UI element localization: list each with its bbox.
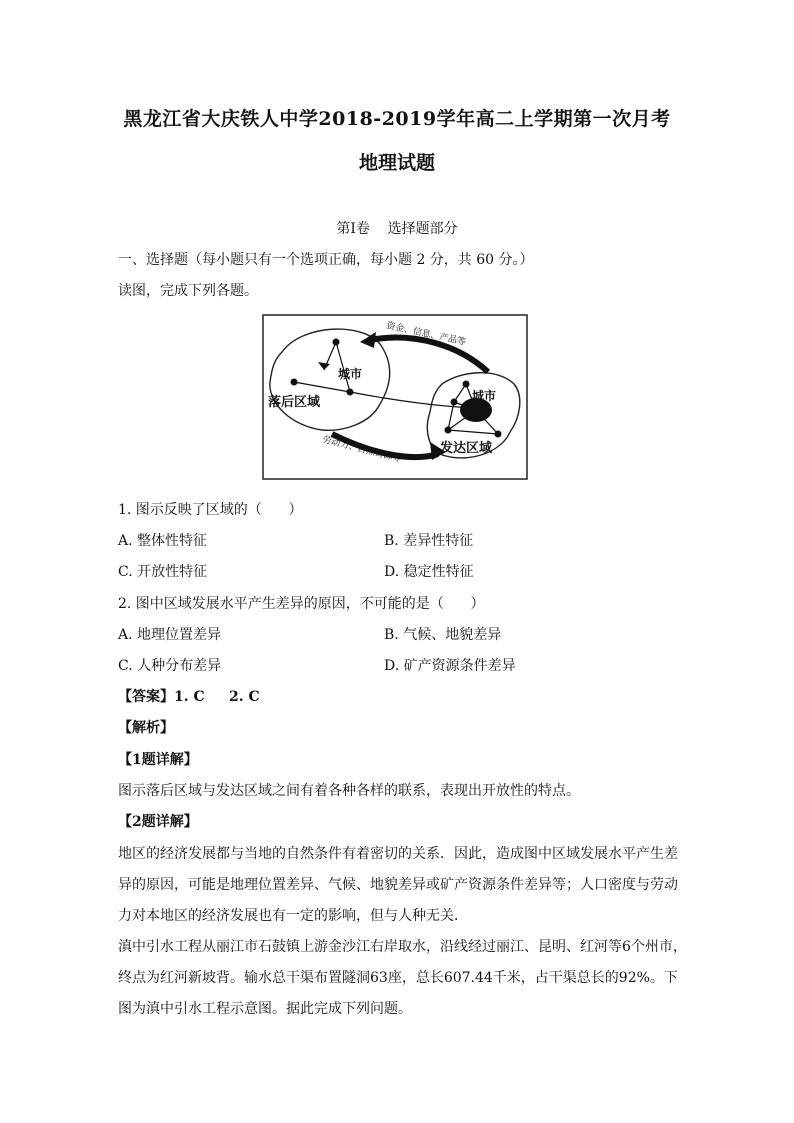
q2-option-c: C. 人种分布差异 bbox=[118, 658, 222, 674]
q1-option-a: A. 整体性特征 bbox=[118, 533, 208, 549]
section-intro: 一、选择题（每小题只有一个选项正确，每小题 2 分，共 60 分。） bbox=[118, 252, 534, 268]
material-line-1: 滇中引水工程从丽江市石鼓镇上游金沙江右岸取水，沿线经过丽江、昆明、红河等6个州市， bbox=[118, 939, 687, 955]
q2-option-d: D. 矿产资源条件差异 bbox=[384, 658, 516, 674]
question-2-stem: 2. 图中区域发展水平产生差异的原因，不可能的是（ ） bbox=[118, 596, 485, 612]
question-1-stem: 1. 图示反映了区域的（ ） bbox=[118, 502, 303, 518]
detail-2-line-3: 力对本地区的经济发展也有一定的影响，但与人种无关． bbox=[118, 908, 468, 924]
left-region-label: 落后区域 bbox=[268, 395, 321, 410]
right-city-label: 城市 bbox=[472, 389, 497, 403]
q1-option-b: B. 差异性特征 bbox=[384, 533, 474, 549]
right-node-3 bbox=[445, 427, 452, 434]
right-node-4 bbox=[495, 431, 502, 438]
answer-line: 【答案】1. C 2. C bbox=[118, 689, 260, 705]
detail-2-line-1: 地区的经济发展都与当地的自然条件有着密切的关系．因此，造成图中区域发展水平产生差 bbox=[118, 846, 678, 862]
material-line-2: 终点为红河新坡背。输水总干渠布置隧洞63座，总长607.44千米，占干渠总长的92%。下 bbox=[118, 970, 678, 986]
analysis-heading: 【解析】 bbox=[118, 720, 174, 736]
q2-option-a: A. 地理位置差异 bbox=[118, 627, 222, 643]
left-node-1 bbox=[333, 339, 340, 346]
top-arrow-label: 资金、信息、产品等 bbox=[385, 321, 467, 348]
material-line-3: 图为滇中引水工程示意图。据此完成下列问题。 bbox=[118, 1001, 412, 1017]
detail-2-heading: 【2题详解】 bbox=[118, 814, 198, 830]
detail-2-line-2: 异的原因，可能是地理位置差异、气候、地貌差异或矿产资源条件差异等；人口密度与劳动 bbox=[118, 877, 678, 893]
bottom-arrow-label: 劳动力、自然资源等 bbox=[321, 435, 403, 465]
q2-option-b: B. 气候、地貌差异 bbox=[384, 627, 502, 643]
section-heading: 第Ⅰ卷 选择题部分 bbox=[336, 221, 458, 237]
left-city-label: 城市 bbox=[338, 367, 363, 381]
read-prompt: 读图，完成下列各题。 bbox=[118, 283, 258, 299]
right-node-2 bbox=[451, 399, 458, 406]
document-title: 黑龙江省大庆铁人中学2018-2019学年高二上学期第一次月考 bbox=[123, 108, 671, 130]
right-region-label: 发达区域 bbox=[440, 441, 493, 456]
detail-1-text: 图示落后区域与发达区域之间有着各种各样的联系，表现出开放性的特点。 bbox=[118, 783, 580, 799]
detail-1-heading: 【1题详解】 bbox=[118, 752, 198, 768]
document-subtitle: 地理试题 bbox=[358, 152, 435, 174]
q1-option-d: D. 稳定性特征 bbox=[384, 564, 474, 580]
region-linkage-diagram bbox=[262, 314, 528, 480]
right-node-1 bbox=[463, 381, 470, 388]
q1-option-c: C. 开放性特征 bbox=[118, 564, 208, 580]
left-node-2 bbox=[291, 379, 298, 386]
